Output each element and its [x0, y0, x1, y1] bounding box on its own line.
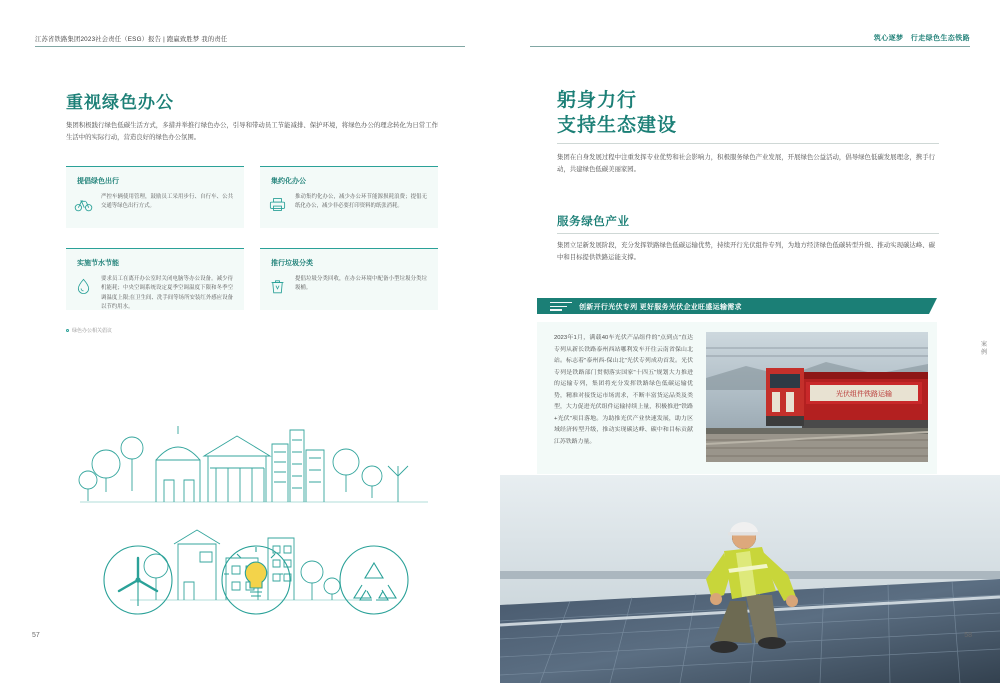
card-body: 要求员工在离开办公室时关闭电脑等办公设备。减少待机能耗；中央空调系统设定夏季空调温度下限和冬季空调温度上限;在卫生间、洗手间等场所安装红外感应设备以节约用水。 [101, 276, 233, 311]
page-title-line2: 支持生态建设 [557, 115, 678, 137]
solar-panel-worker-photo [500, 475, 1000, 683]
water-drop-icon [74, 277, 93, 296]
section-divider [557, 233, 939, 234]
section-paragraph: 集团立足新发展阶段，充分发挥铁路绿色低碳运输优势，持续开行光伏组件专列，为地方经济绿色低碳转型升级、推动实现碳达峰、碳中和目标提供铁路运能支撑。 [557, 242, 935, 262]
page-title-right [557, 88, 677, 138]
page-number-left: 57 [32, 632, 40, 639]
header-rule-right [530, 46, 970, 47]
left-intro-paragraph: 集团积极践行绿色低碳生活方式，多措并举推行绿色办公，引导和带动员工节能减排、保护环境，将绿色办公的理念转化为日常工作生活中的实际行动，营造良好的绿色办公氛围。 [66, 122, 438, 141]
case-study-text: 2023年1月，满载40车光伏产品组件的"点到点"直达专列从新长铁路泰州西站哪利发车开往云南省保山北站。标志着"泰州西-保山北"光伏专列成功首发。光伏专列是铁路部门贯彻落实国家"十四五"规划大力推进的运输专列，集团将充分发挥铁路绿色低碳运输优势，精准对接货运市场需求，不断丰富货运品类及类型，大力促进光伏组件运输持续上量，积极推进"铁路+光伏"项目落地。为助推光伏产业快速发展，助力区域经济转型升级，推动实现碳达峰、碳中和目标贡献江苏铁路力量。 [554, 335, 693, 445]
title-divider [557, 143, 939, 144]
case-side-label: 案例 [981, 342, 988, 356]
case-banner-title: 创新开行光伏专列 更好服务光伏企业旺盛运输需求 [579, 303, 742, 311]
page-title-line1: 躬身力行 [557, 90, 638, 111]
green-office-card [260, 166, 438, 228]
card-title: 推行垃圾分类 [271, 260, 313, 267]
green-office-card [66, 166, 244, 228]
card-body: 严控车辆使用管理，鼓励员工采用步行、自行车、公共交通等绿色出行方式。 [101, 194, 233, 210]
header-right-text: 筑心逐梦 行走绿色生态铁路 [873, 35, 970, 42]
recycle-bin-icon [268, 277, 287, 296]
caption-text: 绿色办公相关倡议 [72, 328, 113, 334]
card-title: 实施节水节能 [77, 260, 119, 267]
page-title-left: 重视绿色办公 [66, 93, 174, 112]
case-banner [537, 298, 937, 314]
bicycle-icon [74, 195, 93, 214]
card-body: 推动集约化办公，减少办公环节能源损耗浪费；提倡无纸化办公，减少非必要打印资料的纸张消耗。 [295, 194, 427, 210]
figure-caption-left [66, 327, 112, 334]
green-office-card [66, 248, 244, 310]
green-office-card [260, 248, 438, 310]
header-rule-left [35, 46, 465, 47]
case-study-photo [706, 332, 928, 462]
page-number-right: 58 [964, 632, 972, 639]
svg-text:光伏组件铁路运输: 光伏组件铁路运输 [836, 391, 892, 398]
eco-icon-row [76, 540, 436, 620]
card-body: 提倡垃圾分类回收，在办公环境中配备小型垃圾分类垃圾桶。 [295, 276, 427, 292]
printer-icon [268, 195, 287, 214]
right-intro-paragraph: 集团在自身发展过程中注重发挥专业优势和社会影响力，积极服务绿色产业发展，开展绿色公益活动，倡导绿色低碳发展理念，携手行动，共建绿色低碳美丽家园。 [557, 154, 935, 174]
header-left-text: 江苏省铁路集团2023社会责任（ESG）报告 | 跑赢致胜梦 我的责任 [35, 36, 228, 43]
section-heading: 服务绿色产业 [557, 216, 630, 228]
banner-stripes-icon [550, 302, 572, 311]
card-title: 提倡绿色出行 [77, 178, 119, 185]
card-title: 集约化办公 [271, 178, 306, 185]
caption-marker-icon [66, 329, 69, 332]
